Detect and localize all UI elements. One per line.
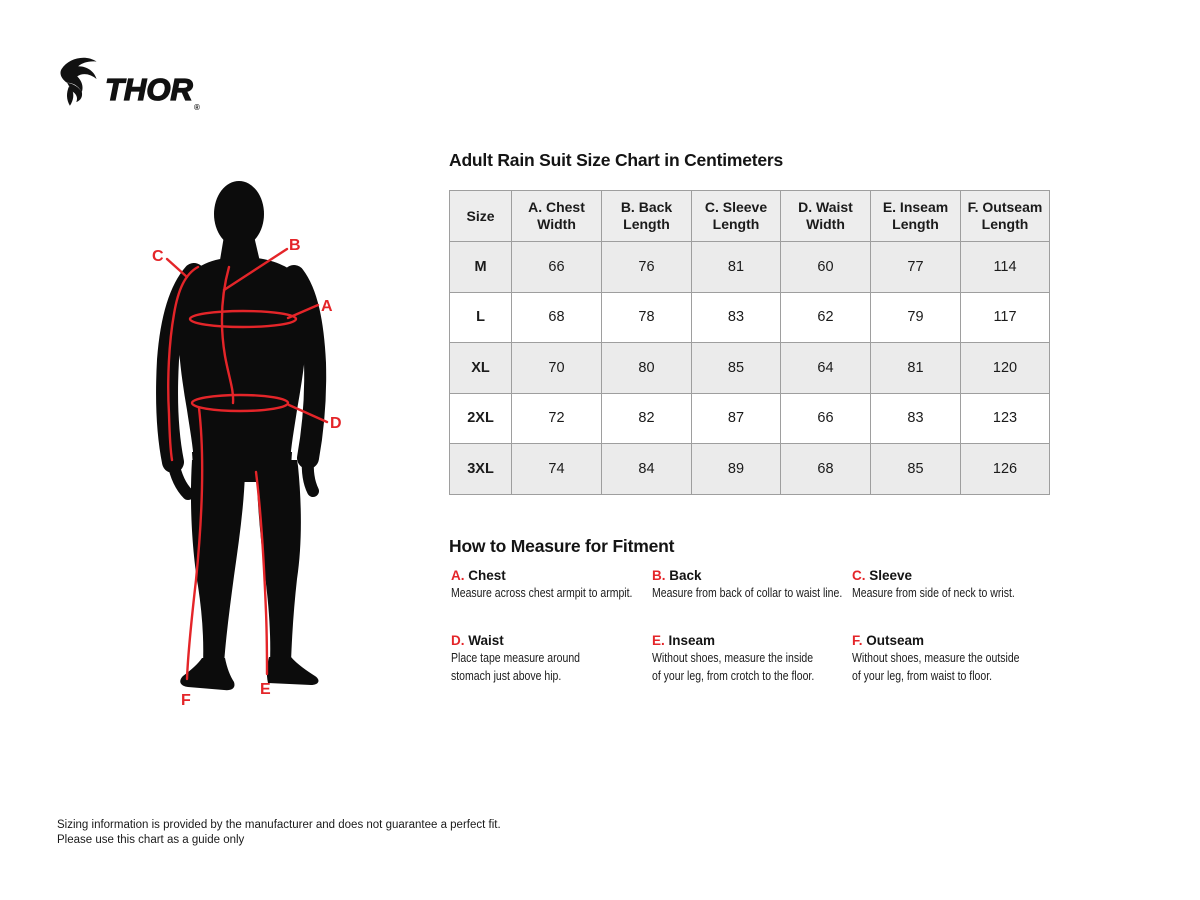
table-row-3xl	[450, 444, 1050, 495]
value-cell: 120	[961, 343, 1050, 394]
size-cell: XL	[450, 343, 512, 394]
column-header-back: B. Back Length	[602, 191, 692, 242]
value-cell: 72	[512, 393, 602, 444]
measure-item-outseam	[852, 632, 1051, 685]
measure-name: Chest	[468, 568, 506, 583]
value-cell: 60	[781, 242, 871, 293]
logo-wordmark	[105, 72, 200, 112]
column-header-waist: D. Waist Width	[781, 191, 871, 242]
measure-item-waist	[451, 632, 652, 685]
size-cell: M	[450, 242, 512, 293]
table-row-2xl	[450, 393, 1050, 444]
measure-description-line: stomach just above hip.	[451, 669, 562, 683]
measure-section-title: How to Measure for Fitment	[449, 536, 675, 556]
measure-item-title	[852, 632, 1051, 649]
measure-item-sleeve	[852, 567, 1051, 602]
value-cell: 114	[961, 242, 1050, 293]
measure-description-line: Measure from side of neck to wrist.	[852, 586, 1015, 600]
figure-label-f: F	[181, 692, 191, 709]
measure-letter: A.	[451, 568, 465, 583]
value-cell: 64	[781, 343, 871, 394]
measure-description-line: of your leg, from waist to floor.	[852, 669, 993, 683]
size-cell: L	[450, 292, 512, 343]
thor-logo	[57, 54, 200, 112]
body-silhouette	[167, 181, 318, 690]
value-cell: 80	[602, 343, 692, 394]
measure-item-back	[652, 567, 852, 602]
measure-description-line: Place tape measure around	[451, 651, 581, 665]
table-header-row	[450, 191, 1050, 242]
value-cell: 68	[512, 292, 602, 343]
measure-item-title	[652, 567, 852, 584]
value-cell: 68	[781, 444, 871, 495]
measure-letter: D.	[451, 633, 465, 648]
measure-description-line: Measure across chest armpit to armpit.	[451, 586, 633, 600]
figure-label-e: E	[260, 681, 271, 698]
logo-text: THOR	[105, 72, 193, 107]
measure-name: Outseam	[866, 633, 925, 648]
measure-description-line: Measure from back of collar to waist line.	[652, 586, 843, 600]
value-cell: 74	[512, 444, 602, 495]
column-header-size: Size	[450, 191, 512, 242]
disclaimer-line-2: Please use this chart as a guide only	[57, 833, 245, 846]
measure-item-inseam	[652, 632, 852, 685]
value-cell: 78	[602, 292, 692, 343]
table-row-xl	[450, 343, 1050, 394]
measure-description-line: of your leg, from crotch to the floor.	[652, 669, 815, 683]
value-cell: 81	[692, 242, 781, 293]
measure-item-title	[451, 567, 652, 584]
measure-letter: E.	[652, 633, 665, 648]
measure-letter: C.	[852, 568, 866, 583]
measure-description-line: Without shoes, measure the inside	[652, 651, 814, 665]
table-row-m	[450, 242, 1050, 293]
table-row-l	[450, 292, 1050, 343]
measure-guide	[451, 567, 1051, 685]
measure-name: Back	[669, 568, 702, 583]
disclaimer-line-1: Sizing information is provided by the manufacturer and does not guarantee a perfect fit.	[57, 819, 501, 831]
size-table	[449, 190, 1050, 495]
value-cell: 66	[512, 242, 602, 293]
figure-label-b: B	[289, 237, 301, 254]
value-cell: 85	[871, 444, 961, 495]
measurement-figure-diagram	[140, 160, 380, 720]
value-cell: 85	[692, 343, 781, 394]
size-cell: 3XL	[450, 444, 512, 495]
column-header-sleeve: C. Sleeve Length	[692, 191, 781, 242]
size-cell: 2XL	[450, 393, 512, 444]
figure-label-d: D	[330, 415, 342, 432]
value-cell: 83	[692, 292, 781, 343]
figure-label-c: C	[152, 248, 164, 265]
figure-label-a: A	[321, 298, 333, 315]
measure-item-title	[652, 632, 852, 649]
value-cell: 62	[781, 292, 871, 343]
column-header-inseam: E. Inseam Length	[871, 191, 961, 242]
value-cell: 79	[871, 292, 961, 343]
value-cell: 117	[961, 292, 1050, 343]
value-cell: 66	[781, 393, 871, 444]
measure-item-chest	[451, 567, 652, 602]
size-chart-title: Adult Rain Suit Size Chart in Centimeters	[449, 150, 784, 170]
value-cell: 77	[871, 242, 961, 293]
measure-description-line: Without shoes, measure the outside	[852, 651, 1020, 665]
measure-name: Sleeve	[869, 568, 913, 583]
disclaimer	[57, 818, 501, 847]
registered-mark: ®	[193, 103, 200, 112]
value-cell: 83	[871, 393, 961, 444]
measure-item-title	[451, 632, 652, 649]
value-cell: 70	[512, 343, 602, 394]
measure-item-title	[852, 567, 1051, 584]
value-cell: 87	[692, 393, 781, 444]
pointer-line-c	[167, 259, 187, 277]
value-cell: 81	[871, 343, 961, 394]
value-cell: 82	[602, 393, 692, 444]
measure-name: Inseam	[668, 633, 716, 648]
value-cell: 126	[961, 444, 1050, 495]
value-cell: 89	[692, 444, 781, 495]
measure-name: Waist	[468, 633, 504, 648]
column-header-outseam: F. Outseam Length	[961, 191, 1050, 242]
column-header-chest: A. Chest Width	[512, 191, 602, 242]
measure-letter: F.	[852, 633, 863, 648]
measure-letter: B.	[652, 568, 666, 583]
value-cell: 123	[961, 393, 1050, 444]
value-cell: 76	[602, 242, 692, 293]
thor-goat-head-icon	[57, 54, 103, 106]
value-cell: 84	[602, 444, 692, 495]
